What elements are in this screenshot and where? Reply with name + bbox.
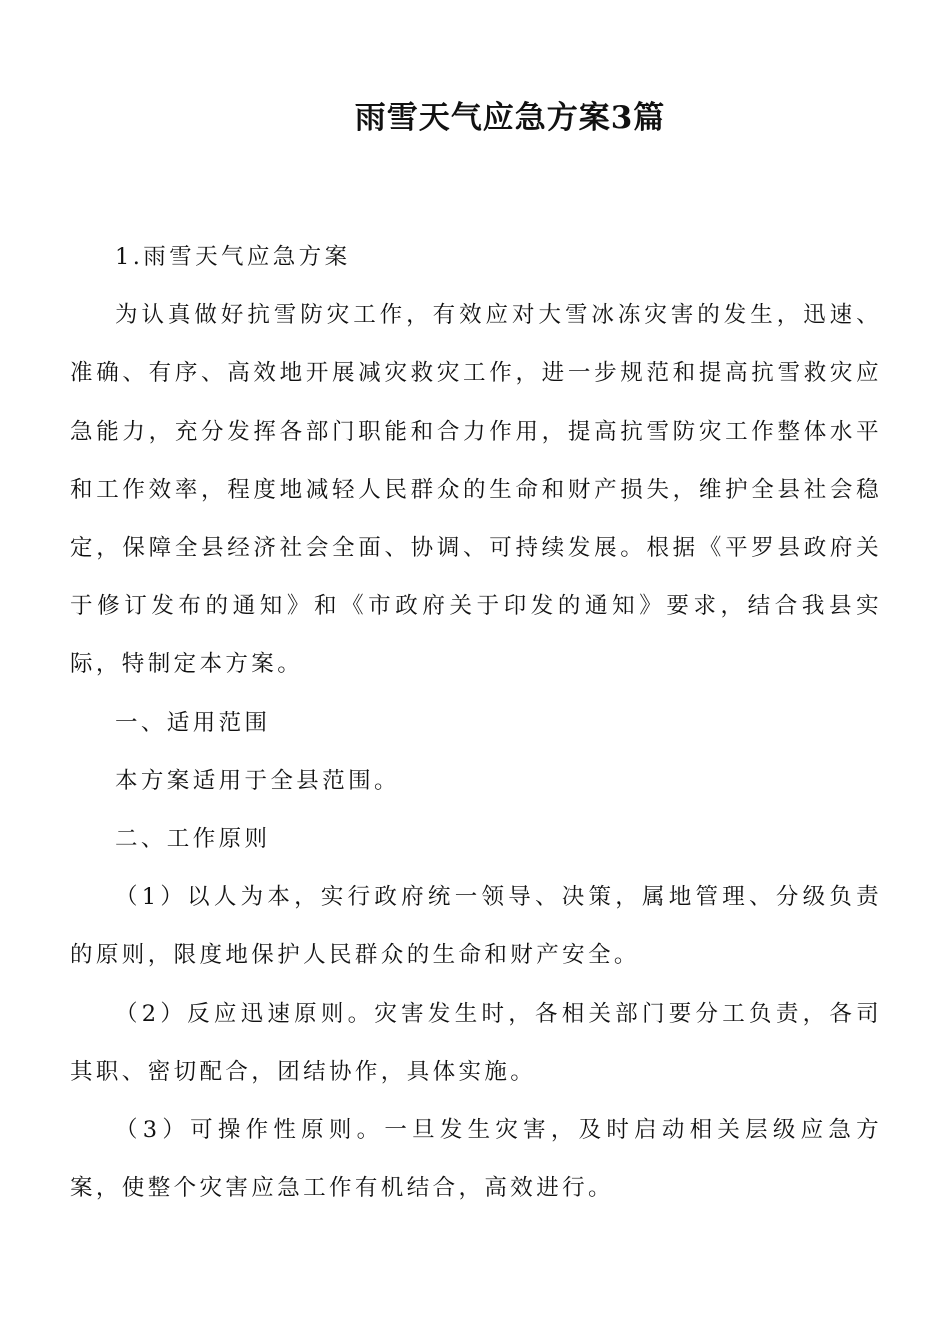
scope-paragraph: 本方案适用于全县范围。 (115, 767, 400, 794)
document-title: 雨雪天气应急方案3篇 (354, 100, 666, 136)
intro-paragraph: 为认真做好抗雪防灾工作，有效应对大雪冰冻灾害的发生，迅速、准确、有序、高效地开展减灾救灾工作，进一步规范和提高抗雪救灾应急能力，充分发挥各部门职能和合力作用，提高抗雪防灾工作整体水平和工作效率，程度地减轻人民群众的生命和财产损失，维护全县社会稳定，保障全县经济社会全面、协调、可持续发展。根据《平罗县政府关于修订发布的通知》和《市政府关于印发的通知》要求，结合我县实际，特制定本方案。 (70, 302, 882, 678)
section-heading-scope: 一、适用范围 (115, 709, 271, 736)
principle-2-paragraph: （2）反应迅速原则。灾害发生时，各相关部门要分工负责，各司其职、密切配合，团结协作，具体实施。 (70, 1000, 882, 1085)
section-heading-principles: 二、工作原则 (115, 826, 271, 853)
document-body (70, 228, 882, 1217)
section-heading-plan-1: 1.雨雪天气应急方案 (115, 244, 351, 270)
principle-1-paragraph: （1）以人为本，实行政府统一领导、决策，属地管理、分级负责的原则，限度地保护人民群众的生命和财产安全。 (70, 884, 882, 969)
principle-3-paragraph: （3）可操作性原则。一旦发生灾害，及时启动相关层级应急方案，使整个灾害应急工作有机结合，高效进行。 (70, 1117, 882, 1202)
